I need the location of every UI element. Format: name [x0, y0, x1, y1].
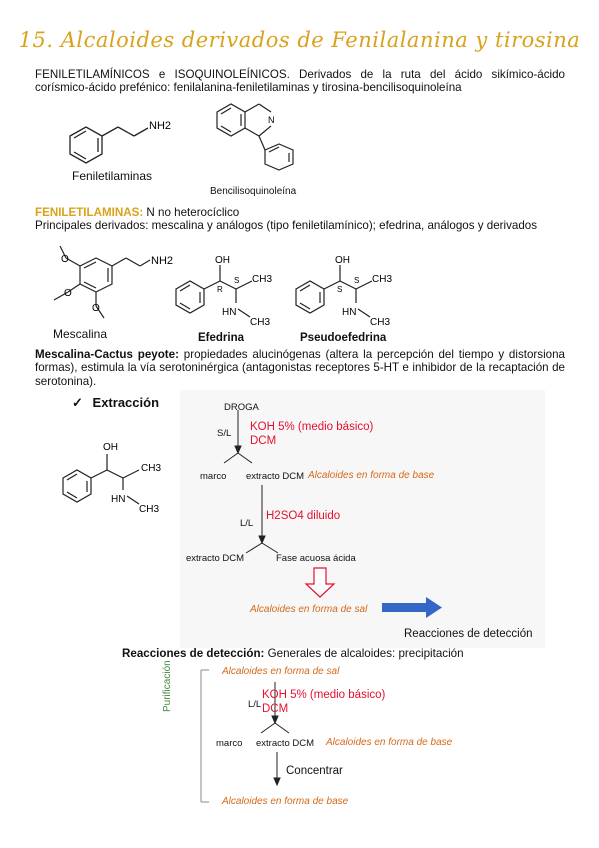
o-label-1: O: [61, 254, 69, 265]
feniletilaminas-heading-rest: N no heterocíclico: [143, 206, 240, 219]
extr-ch3-a: CH3: [141, 463, 162, 474]
pseudo-oh: OH: [335, 255, 350, 266]
extr-hn: HN: [111, 494, 126, 505]
purificacion-vertical-label: Purificación: [162, 660, 173, 712]
concentrar-label: Concentrar: [286, 765, 343, 777]
feniletilaminas-label: Feniletilaminas: [72, 169, 153, 183]
droga-label: DROGA: [224, 402, 259, 413]
efedrina-s: S: [234, 276, 240, 285]
feniletilaminas-heading: [35, 206, 565, 219]
mescalina-paragraph-rest: propiedades alucinógenas (altera la percepción del tiempo y distorsiona formas), estimula la vía serotoninérgica (antagonistas receptores 5-HT e inhibidor de la recaptación de serotonina).: [35, 348, 565, 388]
bencilisoquinoleina-structure: [205, 98, 325, 188]
pseudo-ch3-b: CH3: [370, 317, 391, 328]
extraccion-heading-text: Extracción: [92, 395, 160, 410]
deteccion-paragraph: [122, 647, 542, 660]
extr-ch3-b: CH3: [139, 504, 160, 515]
pur-extracto-label: extracto DCM: [256, 738, 315, 749]
dcm-label: DCM: [250, 435, 277, 447]
extracto-label: extracto DCM: [246, 471, 305, 482]
pseudo-hn: HN: [342, 307, 357, 318]
pur-alc-sal-label: Alcaloides en forma de sal: [222, 666, 340, 677]
pur-koh-label: KOH 5% (medio básico): [262, 689, 386, 701]
efedrina-structure: [170, 245, 290, 335]
ll-label: L/L: [240, 518, 254, 529]
efedrina-ch3-a: CH3: [252, 274, 273, 285]
derivados-text: Principales derivados: mescalina y análogos (tipo feniletilamínico); efedrina, análogos y derivados: [35, 219, 538, 232]
o-label-2: O: [64, 288, 72, 299]
mescalina-label: Mescalina: [53, 327, 108, 341]
efedrina-r: R: [217, 285, 223, 294]
mescalina-paragraph: [35, 348, 565, 388]
pseudo-s-2: S: [354, 276, 360, 285]
extr-oh: OH: [103, 442, 118, 453]
efedrina-hn: HN: [222, 307, 237, 318]
check-icon: ✓: [72, 395, 83, 410]
pseudoefedrina-label: Pseudoefedrina: [300, 332, 387, 344]
pur-dcm-label: DCM: [262, 703, 289, 715]
efedrina-ch3-b: CH3: [250, 317, 271, 328]
h2so4-label: H2SO4 diluido: [266, 510, 341, 522]
efedrina-oh: OH: [215, 255, 230, 266]
mescalina-paragraph-bold: Mescalina-Cactus peyote:: [35, 348, 179, 361]
pseudo-s-1: S: [337, 285, 343, 294]
intro-paragraph: FENILETILAMÍNICOS e ISOQUINOLEÍNICOS. Derivados de la ruta del ácido sikímico-ácido corísmico-ácido prefénico: fenilalanina-feniletilaminas y tirosina-bencilisoquinoleína: [35, 68, 565, 95]
marco-label: marco: [200, 471, 227, 482]
n-label: N: [268, 115, 275, 125]
efedrina-label: Efedrina: [198, 332, 245, 344]
o-label-3: O: [92, 303, 100, 314]
alc-base-label: Alcaloides en forma de base: [308, 470, 435, 481]
extracto2-label: extracto DCM: [186, 553, 245, 564]
deteccion-bold: Reacciones de detección:: [122, 647, 265, 660]
koh-label: KOH 5% (medio básico): [250, 421, 374, 433]
bencilisoquinoleina-label: Bencilisoquinoleína: [210, 186, 297, 197]
nh2-label: NH2: [149, 120, 172, 132]
pur-ll-label: L/L: [248, 699, 262, 710]
mescalina-nh2-label: NH2: [151, 255, 174, 267]
sl-label: S/L: [217, 428, 232, 439]
alc-sal-label: Alcaloides en forma de sal: [250, 604, 368, 615]
reacciones-label: Reacciones de detección: [404, 628, 533, 640]
feniletilaminas-heading-bold: FENILETILAMINAS:: [35, 206, 144, 219]
pur-marco-label: marco: [216, 738, 243, 749]
mescalina-structure: [30, 238, 180, 338]
extraccion-heading: [72, 395, 159, 411]
extraccion-efedrina-structure: [55, 430, 185, 520]
pseudoefedrina-structure: [290, 245, 410, 335]
pseudo-ch3-a: CH3: [372, 274, 393, 285]
pur-alc-base2-label: Alcaloides en forma de base: [222, 796, 349, 807]
blue-arrow-shaft: [382, 603, 428, 612]
deteccion-rest: Generales de alcaloides: precipitación: [264, 647, 464, 660]
fase-label: Fase acuosa ácida: [276, 553, 356, 564]
pur-alc-base-label: Alcaloides en forma de base: [326, 737, 453, 748]
page-title: 15. Alcaloides derivados de Fenilalanina y tirosina: [18, 28, 581, 52]
